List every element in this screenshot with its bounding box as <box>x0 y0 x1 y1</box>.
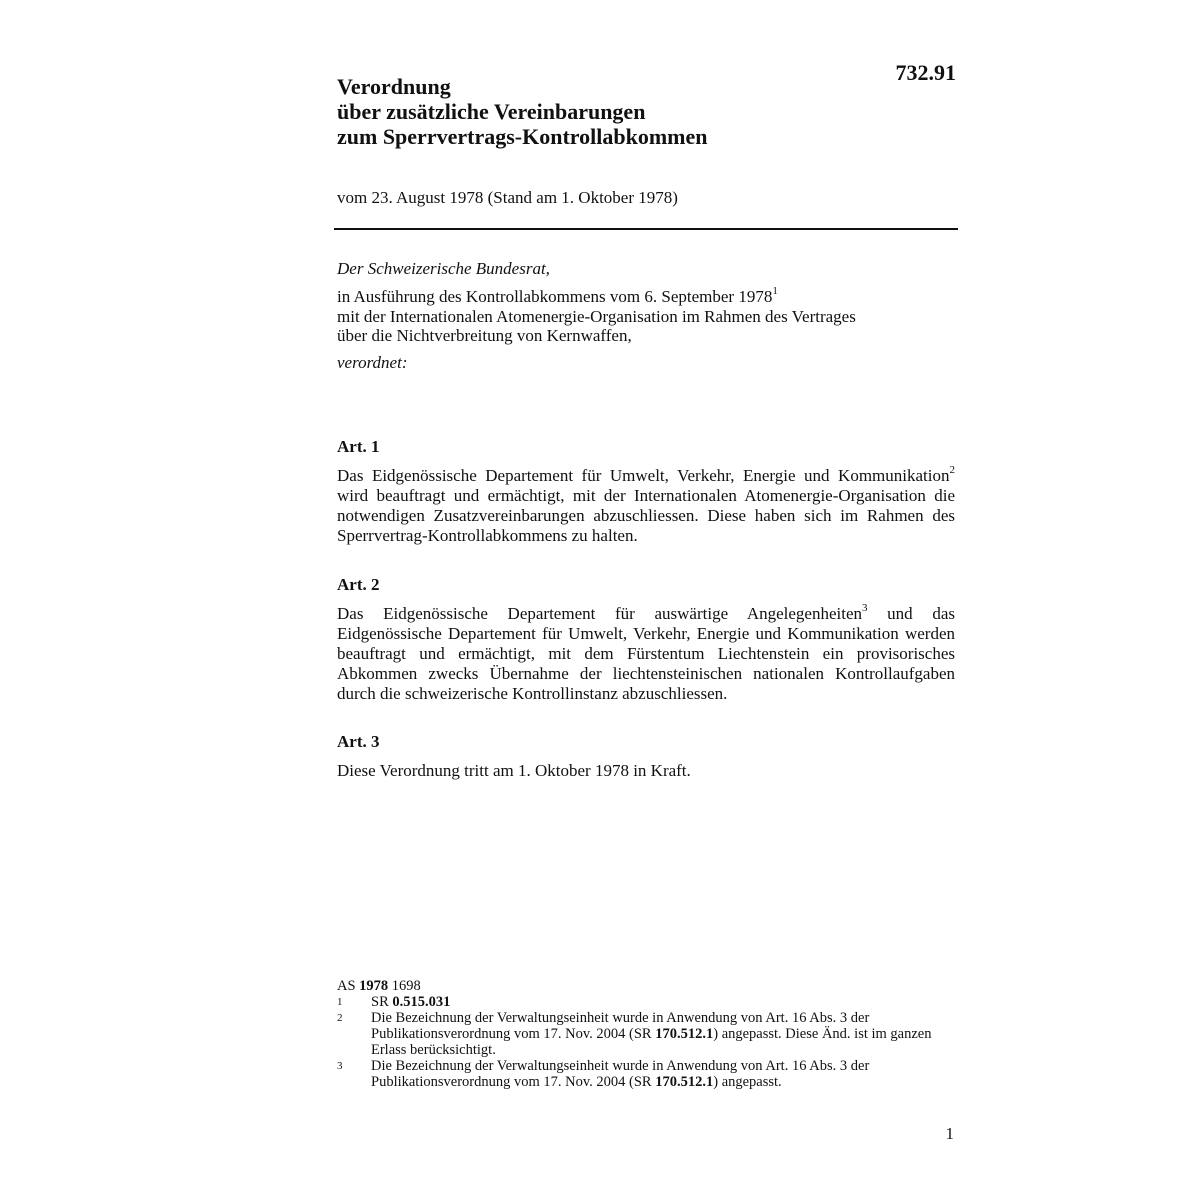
title-line: Verordnung <box>337 74 451 99</box>
as-year: 1978 <box>359 978 389 994</box>
footnote-ref[interactable]: 2 <box>949 464 955 476</box>
preamble <box>337 259 957 373</box>
sr-reference: 170.512.1 <box>655 1074 714 1090</box>
title-line: über zusätzliche Vereinbarungen <box>337 99 646 124</box>
footnote-text: ) angepasst. Diese Änd. ist im ganzen Erlass berücksichtigt. <box>371 1026 932 1058</box>
article-2 <box>337 575 955 704</box>
sr-reference: 170.512.1 <box>655 1026 714 1042</box>
footnote-2 <box>337 1010 957 1058</box>
header-divider <box>334 228 958 230</box>
official-compilation-ref <box>337 978 957 994</box>
article-heading: Art. 2 <box>337 575 380 594</box>
issuing-authority: Der Schweizerische Bundesrat, <box>337 259 550 278</box>
footnote-ref[interactable]: 3 <box>862 602 868 614</box>
legal-basis-line: mit der Internationalen Atomenergie-Organisation im Rahmen des Vertrages <box>337 306 856 326</box>
article-text: wird beauftragt und ermächtigt, mit der Internationalen Atomenergie-Organisation die notwendigen Zusatzvereinbarungen abzuschliessen. Diese haben sich im Rahmen des Sperrvertrag-Kontrollabkommens zu halten. <box>337 486 955 545</box>
date-line: vom 23. August 1978 (Stand am 1. Oktober 1978) <box>337 188 678 207</box>
footnote-1 <box>337 994 957 1010</box>
footnotes <box>337 978 957 1090</box>
article-text: Das Eidgenössische Departement für auswärtige Angelegenheiten <box>337 604 863 623</box>
footnote-text: Die Bezeichnung der Verwaltungseinheit wurde in Anwendung von Art. 16 Abs. 3 der Publikationsverordnung vom 17. Nov. 2004 (SR <box>371 1010 870 1042</box>
article-text: und das Eidgenössische Departement für Umwelt, Verkehr, Energie und Kommunikation werden beauftragt und ermächtigt, mit dem Fürstentum Liechtenstein ein provisorisches Abkommen zwecks Übernahme der liechtensteinischen nationalen Kontrollaufgaben durch die schweizerische Kontrollinstanz abzuschliessen. <box>337 604 955 703</box>
article-1 <box>337 437 955 546</box>
document-title <box>337 74 708 149</box>
as-prefix: AS <box>337 978 360 994</box>
footnote-number: 2 <box>337 1012 343 1024</box>
footnote-ref[interactable]: 1 <box>772 285 778 297</box>
legal-basis <box>337 287 957 346</box>
legal-basis-text: in Ausführung des Kontrollabkommens vom 6. September 1978 <box>337 287 773 306</box>
article-body <box>337 604 955 704</box>
sr-number: 732.91 <box>895 60 956 85</box>
sr-reference: 0.515.031 <box>392 994 451 1010</box>
article-heading: Art. 1 <box>337 437 380 456</box>
article-heading: Art. 3 <box>337 732 380 751</box>
title-line: zum Sperrvertrags-Kontrollabkommen <box>337 124 708 149</box>
footnote-number: 1 <box>337 996 343 1008</box>
as-page: 1698 <box>388 978 421 994</box>
footnote-text: ) angepasst. <box>713 1074 782 1090</box>
article-body <box>337 466 955 546</box>
footnote-3 <box>337 1058 957 1090</box>
footnote-text: Die Bezeichnung der Verwaltungseinheit wurde in Anwendung von Art. 16 Abs. 3 der Publikationsverordnung vom 17. Nov. 2004 (SR <box>371 1058 870 1090</box>
article-3 <box>337 732 955 781</box>
legal-basis-line: über die Nichtverbreitung von Kernwaffen, <box>337 326 632 345</box>
page-number: 1 <box>945 1124 954 1143</box>
footnote-number: 3 <box>337 1060 343 1072</box>
legal-basis-line <box>337 287 957 307</box>
article-text: Das Eidgenössische Departement für Umwelt, Verkehr, Energie und Kommunikation <box>337 466 950 485</box>
footnote-text: SR <box>371 994 393 1010</box>
article-body: Diese Verordnung tritt am 1. Oktober 1978 in Kraft. <box>337 761 691 780</box>
decrees-formula: verordnet: <box>337 352 408 372</box>
